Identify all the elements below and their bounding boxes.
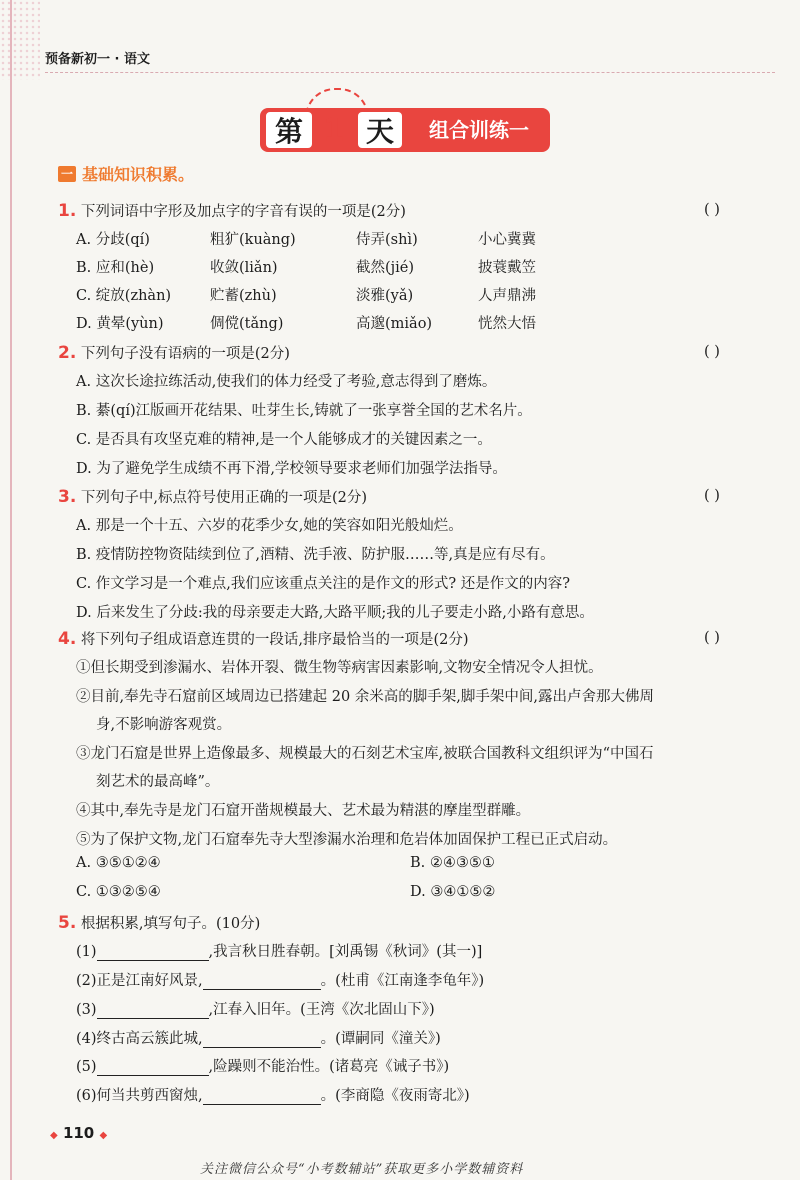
answer-paren: ( )	[704, 630, 720, 646]
question-stem: 下列句子中,标点符号使用正确的一项是(2分)	[80, 490, 368, 506]
option-cell: 倜傥(tǎng)	[210, 316, 284, 332]
fill-prefix: (4)终古高云簇此城,	[76, 1031, 203, 1047]
fill-prefix: (6)何当共剪西窗烛,	[76, 1088, 203, 1104]
banner-title: 组合训练一	[429, 118, 529, 142]
question-stem: 将下列句子组成语意连贯的一段话,排序最恰当的一项是(2分)	[80, 632, 469, 648]
option-line: B. 綦(qí)江版画开花结果、吐芽生长,铸就了一张享誉全国的艺术名片。	[76, 403, 532, 419]
sentence-line: ⑤为了保护文物,龙门石窟奉先寺大型渗漏水治理和危岩体加固保护工程已正式启动。	[76, 832, 618, 848]
question-2	[58, 342, 290, 363]
option-line: B. 疫情防控物资陆续到位了,酒精、洗手液、防护服……等,真是应有尽有。	[76, 547, 555, 563]
option-line: C. 作文学习是一个难点,我们应该重点关注的是作文的形式? 还是作文的内容?	[76, 576, 571, 592]
question-stem: 下列词语中字形及加点字的字音有误的一项是(2分)	[80, 204, 406, 220]
page-header: 预备新初一 · 语文	[45, 52, 150, 67]
fill-suffix: 。(李商隐《夜雨寄北》)	[320, 1088, 470, 1104]
option-cell: 小心冀冀	[478, 232, 536, 248]
question-number: 3.	[58, 487, 77, 507]
fill-blank[interactable]	[203, 975, 321, 990]
fill-blank[interactable]	[203, 1033, 321, 1048]
option-cell: 恍然大悟	[478, 316, 536, 332]
corner-dot-pattern	[0, 0, 40, 80]
fill-line	[76, 998, 435, 1019]
page-number	[50, 1124, 107, 1142]
sentence-line: ③龙门石窟是世界上造像最多、规模最大的石刻艺术宝库,被联合国教科文组织评为“中国石	[76, 746, 654, 762]
banner-tian: 天	[356, 110, 404, 150]
fill-prefix: (2)正是江南好风景,	[76, 973, 203, 989]
fill-line	[76, 1027, 441, 1048]
sentence-line: 身,不影响游客观赏。	[96, 717, 232, 733]
option-cell: 高邈(miǎo)	[356, 316, 433, 332]
fill-line	[76, 969, 484, 990]
option-cell: 收敛(liǎn)	[210, 260, 278, 276]
fill-suffix: ,江春入旧年。(王湾《次北固山下》)	[208, 1002, 435, 1018]
option-cell: A. 分歧(qí)	[76, 232, 150, 248]
option-line: D. 为了避免学生成绩不再下滑,学校领导要求老师们加强学法指导。	[76, 461, 507, 477]
fill-blank[interactable]	[97, 946, 209, 961]
page-number-text: 110	[62, 1124, 95, 1142]
choice-c: C. ①③②⑤④	[76, 884, 161, 900]
fill-line	[76, 940, 482, 961]
question-5	[58, 912, 260, 933]
section-number-icon: 一	[58, 166, 76, 182]
fill-suffix: ,我言秋日胜春朝。[刘禹锡《秋词》(其一)]	[208, 944, 483, 960]
section-title: 基础知识积累。	[82, 165, 195, 184]
header-divider	[45, 72, 775, 73]
choice-a: A. ③⑤①②④	[76, 855, 161, 871]
sentence-line: ④其中,奉先寺是龙门石窟开凿规模最大、艺术最为精湛的摩崖型群雕。	[76, 803, 531, 819]
sentence-line: 刻艺术的最高峰”。	[96, 774, 220, 790]
option-cell: C. 绽放(zhàn)	[76, 288, 172, 304]
choice-b: B. ②④③⑤①	[410, 855, 495, 871]
option-cell: 截然(jié)	[356, 260, 415, 276]
question-stem: 根据积累,填写句子。(10分)	[80, 916, 261, 932]
fill-suffix: 。(杜甫《江南逢李龟年》)	[320, 973, 485, 989]
diamond-icon: ◆	[50, 1130, 58, 1141]
question-stem: 下列句子没有语病的一项是(2分)	[80, 346, 290, 362]
question-4	[58, 628, 469, 649]
option-cell: 贮蓄(zhù)	[210, 288, 277, 304]
section-heading	[58, 162, 194, 185]
option-cell: 淡雅(yǎ)	[356, 288, 414, 304]
fill-prefix: (3)	[76, 1002, 97, 1018]
fill-blank[interactable]	[97, 1061, 209, 1076]
question-3	[58, 486, 367, 507]
sentence-line: ②目前,奉先寺石窟前区域周边已搭建起 20 余米高的脚手架,脚手架中间,露出卢舍那大佛周	[76, 689, 654, 705]
question-number: 4.	[58, 629, 77, 649]
fill-suffix: ,险躁则不能治性。(诸葛亮《诫子书》)	[208, 1059, 450, 1075]
question-1	[58, 200, 406, 221]
option-cell: 披蓑戴笠	[478, 260, 536, 276]
page-edge-line	[10, 0, 12, 1180]
footer-note: 关注微信公众号“小考数辅站”获取更多小学数辅资料	[200, 1162, 524, 1177]
option-line: D. 后来发生了分歧:我的母亲要走大路,大路平顺;我的儿子要走小路,小路有意思。	[76, 605, 594, 621]
day-banner	[260, 108, 550, 152]
fill-suffix: 。(谭嗣同《潼关》)	[320, 1031, 441, 1047]
banner-day-number: 1	[322, 111, 346, 149]
fill-line	[76, 1084, 470, 1105]
diamond-icon: ◆	[99, 1130, 108, 1141]
fill-blank[interactable]	[97, 1004, 209, 1019]
answer-paren: ( )	[704, 202, 720, 218]
answer-paren: ( )	[704, 488, 720, 504]
fill-line	[76, 1055, 449, 1076]
question-number: 1.	[58, 201, 77, 221]
option-cell: 粗犷(kuàng)	[210, 232, 296, 248]
fill-prefix: (1)	[76, 944, 97, 960]
sentence-line: ①但长期受到渗漏水、岩体开裂、微生物等病害因素影响,文物安全情况令人担忧。	[76, 660, 603, 676]
question-number: 5.	[58, 913, 77, 933]
choice-d: D. ③④①⑤②	[410, 884, 496, 900]
option-cell: B. 应和(hè)	[76, 260, 155, 276]
fill-blank[interactable]	[203, 1090, 321, 1105]
option-cell: 侍弄(shì)	[356, 232, 418, 248]
option-line: A. 这次长途拉练活动,使我们的体力经受了考验,意志得到了磨炼。	[76, 374, 497, 390]
fill-prefix: (5)	[76, 1059, 97, 1075]
answer-paren: ( )	[704, 344, 720, 360]
option-line: A. 那是一个十五、六岁的花季少女,她的笑容如阳光般灿烂。	[76, 518, 463, 534]
option-cell: 人声鼎沸	[478, 288, 536, 304]
banner-di: 第	[264, 110, 314, 150]
option-cell: D. 黄晕(yùn)	[76, 316, 164, 332]
option-line: C. 是否具有攻坚克难的精神,是一个人能够成才的关键因素之一。	[76, 432, 492, 448]
question-number: 2.	[58, 343, 77, 363]
